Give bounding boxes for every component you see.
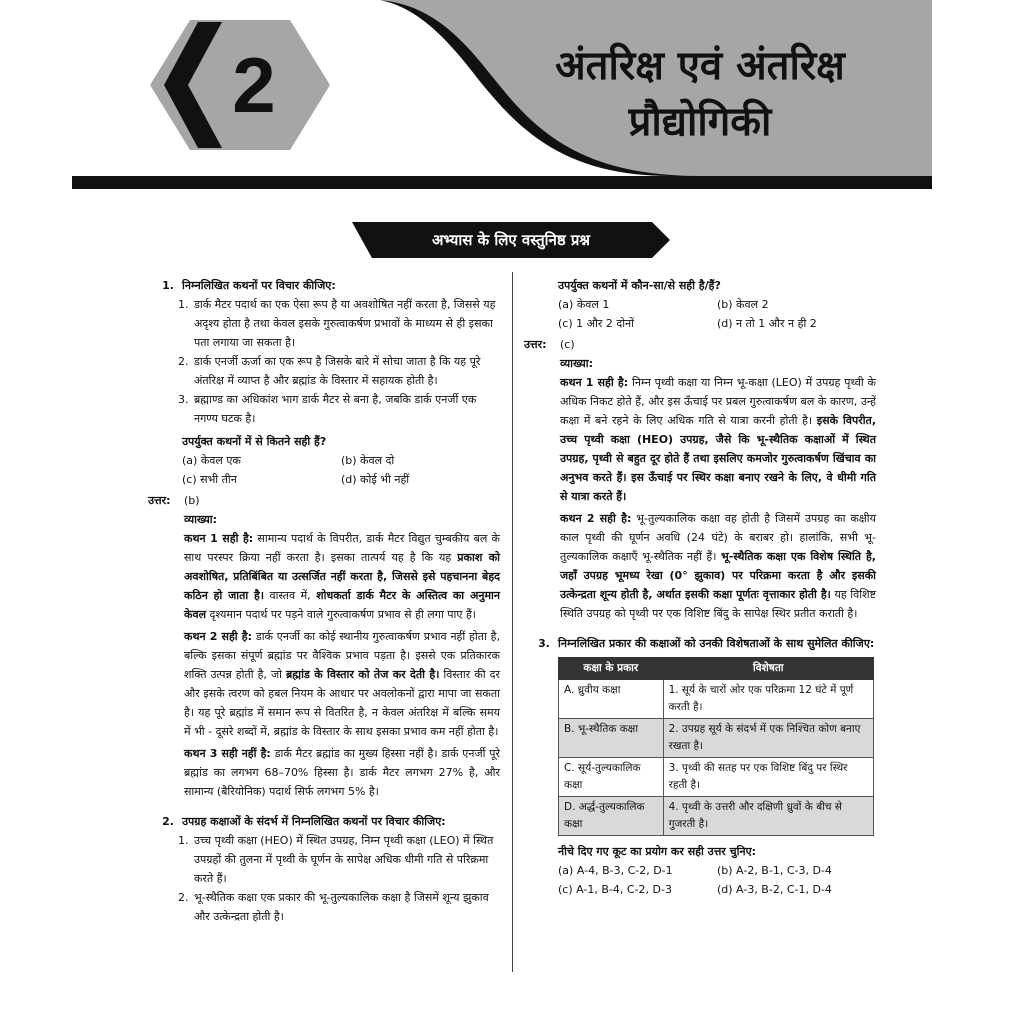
options-grid — [524, 295, 876, 333]
table-row — [559, 797, 874, 836]
question-1-heading — [148, 276, 500, 295]
explanation-paragraph: कथन 2 सही है: डार्क एनर्जी का कोई स्थानीय गुरुत्वाकर्षण प्रभाव नहीं होता है, बल्कि इसका संपूर्ण ब्रह्मांड पर वैश्विक प्रभाव पड़ता है। इससे एक प्रतिकारक शक्ति उत्पन्न होती है, जो ब्रह्मांड के विस्तार को तेज कर देती है। विस्तार की दर और इसके त्वरण को हबल नियम के आधार पर अवलोकनों द्वारा मापा जा सकता है। यह पूरे ब्रह्मांड में समान रूप से वितरित है, न केवल अंतरिक्ष में बल्कि समय में भी - दूसरे शब्दों में, ब्रह्मांड के विस्तार के साथ इसका प्रभाव कम नहीं होता है। — [184, 630, 501, 738]
question-prompt: उपर्युक्त कथनों में कौन-सा/से सही है/हैं? — [558, 279, 721, 292]
table-cell: B. भू-स्थैतिक कक्षा — [559, 719, 664, 758]
column-divider — [512, 272, 513, 972]
table-row — [559, 758, 874, 797]
options-grid — [524, 861, 876, 899]
question-number: 3. — [538, 637, 550, 650]
statement-list — [148, 295, 500, 428]
answer-line — [148, 491, 500, 510]
option-c: (c) A-1, B-4, C-2, D-3 — [558, 883, 672, 896]
table-cell: D. अर्द्ध-तुल्यकालिक कक्षा — [559, 797, 664, 836]
left-column — [148, 276, 500, 930]
option-a: (a) केवल 1 — [558, 298, 610, 311]
question-prompt: उपर्युक्त कथनों में से कितने सही हैं? — [182, 435, 327, 448]
explanation — [148, 529, 500, 801]
answer-value: (c) — [560, 338, 575, 351]
options-grid — [148, 451, 500, 489]
statement-item: 2. भू-स्थैतिक कक्षा एक प्रकार की भू-तुल्यकालिक कक्षा है जिसमें शून्य झुकाव और उत्केन्द्रता होती है। — [178, 891, 489, 923]
option-d: (d) न तो 1 और न ही 2 — [717, 317, 817, 330]
question-2-heading — [148, 812, 500, 831]
explanation-paragraph: कथन 1 सही है: सामान्य पदार्थ के विपरीत, डार्क मैटर विद्युत चुम्बकीय बल के साथ परस्पर क्रिया नहीं करता है। इसका तात्पर्य यह है कि यह प्रकाश को अवशोषित, प्रतिबिंबित या उत्सर्जित नहीं करता है, जिससे इसे पहचानना बेहद कठिन हो जाता है। वास्तव में, शोधकर्ता डार्क मैटर के अस्तित्व का अनुमान केवल दृश्यमान पदार्थ पर पड़ने वाले गुरुत्वाकर्षण प्रभाव से ही लगा पाए हैं। — [184, 532, 501, 621]
chapter-title-line1: अंतरिक्ष एवं अंतरिक्ष — [555, 43, 845, 89]
explanation-paragraph: कथन 2 सही है: भू-तुल्यकालिक कक्षा वह होती है जिसमें उपग्रह का कक्षीय काल पृथ्वी की घूर्णन अवधि (24 घंटे) के बराबर हो। हालांकि, सभी भू-तुल्यकालिक कक्षाएँ भू-स्थैतिक नहीं हैं। भू-स्थैतिक कक्षा एक विशेष स्थिति है, जहाँ उपग्रह भूमध्य रेखा (0° झुकाव) पर परिक्रमा करता है और इसकी उत्केन्द्रता शून्य होती है, अर्थात इसकी कक्षा पूर्णतः वृत्ताकार होती है। यह विशिष्ट स्थिति उपग्रह को पृथ्वी पर एक विशिष्ट बिंदु के सापेक्ष स्थिर प्रतीत कराती है। — [560, 512, 877, 620]
option-b: (b) केवल दो — [341, 454, 395, 467]
chapter-number: 2 — [232, 41, 276, 129]
answer-value: (b) — [184, 494, 200, 507]
explanation-label: व्याख्या: — [560, 357, 594, 370]
answer-label: उत्तर: — [524, 338, 547, 351]
question-number: 1. — [162, 279, 174, 292]
section-title: अभ्यास के लिए वस्तुनिष्ठ प्रश्न — [431, 231, 591, 249]
table-cell: 4. पृथ्वी के उत्तरी और दक्षिणी ध्रुवों के बीच से गुजरती है। — [663, 797, 873, 836]
question-number: 2. — [162, 815, 174, 828]
table-cell: A. ध्रुवीय कक्षा — [559, 680, 664, 719]
question-text: निम्नलिखित प्रकार की कक्षाओं को उनकी विशेषताओं के साथ सुमेलित कीजिए: — [558, 637, 875, 650]
option-a: (a) केवल एक — [182, 454, 241, 467]
column-header: कक्षा के प्रकार — [559, 658, 664, 680]
table-header-row — [559, 658, 874, 680]
question-text: उपग्रह कक्षाओं के संदर्भ में निम्नलिखित कथनों पर विचार कीजिए: — [182, 815, 446, 828]
explanation — [524, 373, 876, 623]
explanation-paragraph: कथन 3 सही नहीं है: डार्क मैटर ब्रह्मांड का मुख्य हिस्सा नहीं है। डार्क एनर्जी पूरे ब्रह्मांड का लगभग 68–70% हिस्सा है। डार्क मैटर लगभग 27% है, और सामान्य (बैरियोनिक) पदार्थ सिर्फ लगभग 5% है। — [184, 747, 501, 798]
table-cell: 3. पृथ्वी की सतह पर एक विशिष्ट बिंदु पर स्थिर रहती है। — [663, 758, 873, 797]
statement-item: 1. उच्च पृथ्वी कक्षा (HEO) में स्थित उपग्रह, निम्न पृथ्वी कक्षा (LEO) में स्थित उपग्रहों की तुलना में पृथ्वी के घूर्णन के सापेक्ष अधिक धीमी गति से परिक्रमा करते हैं। — [178, 834, 494, 885]
option-b: (b) केवल 2 — [717, 298, 769, 311]
header-rule — [72, 176, 932, 189]
chapter-title-line2: प्रौद्योगिकी — [628, 99, 772, 145]
explanation-paragraph: कथन 1 सही है: निम्न पृथ्वी कक्षा या निम्न भू-कक्षा (LEO) में उपग्रह पृथ्वी के अधिक निकट होते हैं, और इस ऊँचाई पर प्रबल गुरुत्वाकर्षण बल के कारण, उन्हें कक्षा में बने रहने के लिए अधिक गति से यात्रा करनी होती है। इसके विपरीत, उच्च पृथ्वी कक्षा (HEO) उपग्रह, जैसे कि भू-स्थैतिक कक्षाओं में स्थित उपग्रह, पृथ्वी से बहुत दूर होते हैं तथा इसलिए कमजोर गुरुत्वाकर्षण खिंचाव का अनुभव करते हैं। इस ऊँचाई पर स्थिर कक्षा बनाए रखने के लिए, वे धीमी गति से यात्रा करते हैं। — [560, 376, 876, 503]
option-c: (c) 1 और 2 दोनों — [558, 317, 635, 330]
match-table — [558, 657, 874, 836]
table-row — [559, 719, 874, 758]
answer-label: उत्तर: — [148, 494, 171, 507]
question-text: निम्नलिखित कथनों पर विचार कीजिए: — [182, 279, 336, 292]
question-2 — [148, 812, 500, 926]
table-row — [559, 680, 874, 719]
table-cell: 1. सूर्य के चारों ओर एक परिक्रमा 12 घंटे में पूर्ण करती है। — [663, 680, 873, 719]
option-d: (d) कोई भी नहीं — [341, 473, 410, 486]
question-3 — [524, 634, 876, 899]
question-3-heading — [524, 634, 876, 653]
option-d: (d) A-3, B-2, C-1, D-4 — [717, 883, 832, 896]
column-header: विशेषता — [663, 658, 873, 680]
statement-item: 1. डार्क मैटर पदार्थ का एक ऐसा रूप है या अवशोषित नहीं करता है, जिससे यह अदृश्य होता है तथा केवल इसके गुरुत्वाकर्षण प्रभावों के माध्यम से ही इसका पता लगाया जा सकता है। — [178, 298, 496, 349]
option-a: (a) A-4, B-3, C-2, D-1 — [558, 864, 673, 877]
statement-list — [148, 831, 500, 926]
explanation-label: व्याख्या: — [184, 513, 218, 526]
table-cell: C. सूर्य-तुल्यकालिक कक्षा — [559, 758, 664, 797]
section-banner — [352, 222, 670, 258]
question-1 — [148, 276, 500, 801]
answer-line — [524, 335, 876, 354]
right-column — [524, 276, 876, 899]
statement-item: 2. डार्क एनर्जी ऊर्जा का एक रूप है जिसके बारे में सोचा जाता है कि यह पूरे अंतरिक्ष में व्याप्त है और ब्रह्मांड के विस्तार में सहायक होती है। — [178, 355, 481, 387]
option-c: (c) सभी तीन — [182, 473, 237, 486]
option-b: (b) A-2, B-1, C-3, D-4 — [717, 864, 832, 877]
statement-item: 3. ब्रह्माण्ड का अधिकांश भाग डार्क मैटर से बना है, जबकि डार्क एनर्जी एक नगण्य घटक है। — [178, 393, 477, 425]
table-cell: 2. उपग्रह सूर्य के संदर्भ में एक निश्चित कोण बनाए रखता है। — [663, 719, 873, 758]
question-prompt: नीचे दिए गए कूट का प्रयोग कर सही उत्तर चुनिए: — [558, 845, 757, 858]
chapter-title — [500, 38, 900, 150]
